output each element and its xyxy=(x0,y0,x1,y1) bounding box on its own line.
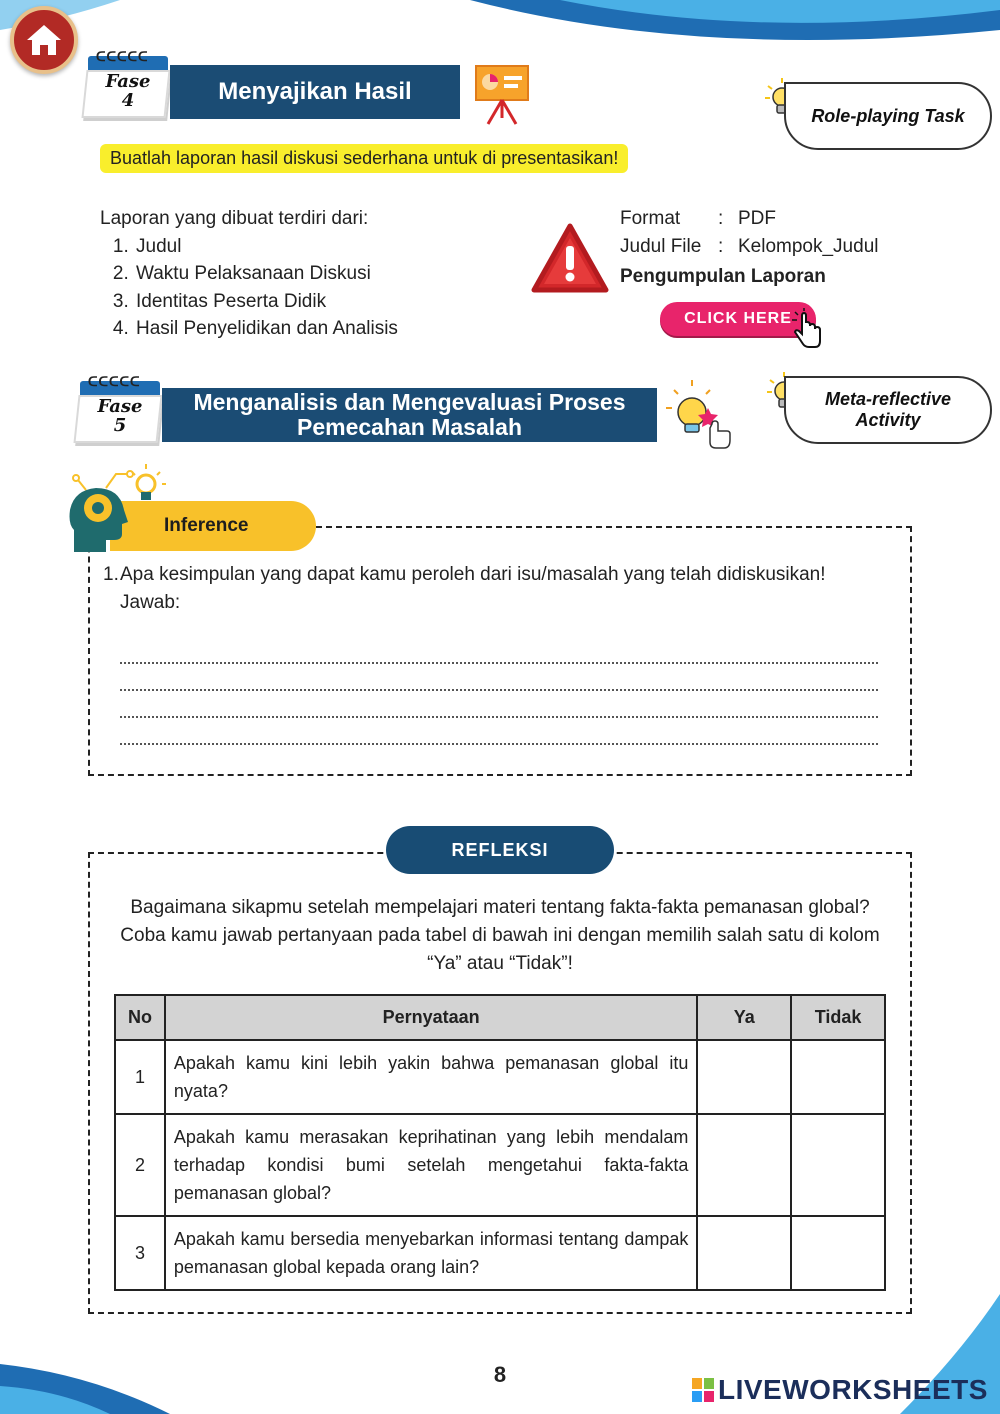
instruction-text: Buatlah laporan hasil diskusi sederhana untuk di presentasikan! xyxy=(110,148,619,168)
thinking-head-gears-icon xyxy=(66,460,176,554)
calendar-rings-icon: ᑕᑕᑕᑕᑕ xyxy=(96,50,149,65)
header-yes: Ya xyxy=(697,995,791,1040)
click-here-label: CLICK HERE xyxy=(684,310,792,327)
yes-cell[interactable] xyxy=(697,1040,791,1114)
home-icon xyxy=(25,23,63,57)
home-button[interactable] xyxy=(10,6,78,74)
fase5-title-line1: Menganalisis dan Mengevaluasi Proses xyxy=(193,389,626,415)
header-statement: Pernyataan xyxy=(165,995,698,1040)
fase5-calendar-label: Fase xyxy=(97,396,143,417)
answer-line-3[interactable] xyxy=(120,716,878,718)
table-header-row xyxy=(115,995,885,1040)
answer-line-4[interactable] xyxy=(120,743,878,745)
pointer-hand-icon xyxy=(790,308,824,350)
instruction-highlight xyxy=(100,144,628,173)
list-item: 1. Judul xyxy=(134,233,500,261)
calendar-rings-icon: ᑕᑕᑕᑕᑕ xyxy=(88,375,141,390)
liveworksheets-brand: LIVEWORKSHEETS xyxy=(718,1374,988,1405)
presentation-board-icon xyxy=(472,62,532,128)
row-number: 1 xyxy=(115,1040,165,1114)
inference-box-top-border xyxy=(316,526,912,528)
fase5-calendar-number: 5 xyxy=(113,415,127,436)
no-cell[interactable] xyxy=(791,1216,885,1290)
list-item: 2. Waktu Pelaksanaan Diskusi xyxy=(134,260,500,288)
fase4-title-banner xyxy=(170,65,460,119)
fase4-calendar-label: Fase xyxy=(105,71,151,92)
question-number: 1. xyxy=(103,564,119,585)
file-name-value: Kelompok_Judul xyxy=(738,235,879,257)
activity-label-line1: Meta-reflective xyxy=(824,389,952,409)
no-cell[interactable] xyxy=(791,1114,885,1216)
fase4-calendar-number: 4 xyxy=(121,90,135,111)
report-contents-list xyxy=(100,205,500,343)
table-row xyxy=(115,1114,885,1216)
fase5-calendar-badge xyxy=(70,375,162,447)
yes-cell[interactable] xyxy=(697,1216,791,1290)
row-number: 2 xyxy=(115,1114,165,1216)
warning-icon xyxy=(530,222,610,296)
role-playing-task-bubble xyxy=(784,82,992,150)
row-statement: Apakah kamu merasakan keprihatinan yang lebih mendalam terhadap kondisi bumi setelah mengetahui fakta-fakta pemanasan global? xyxy=(165,1114,698,1216)
yes-cell[interactable] xyxy=(697,1114,791,1216)
table-row xyxy=(115,1216,885,1290)
row-number: 3 xyxy=(115,1216,165,1290)
idea-touch-icon xyxy=(664,378,736,450)
answer-line-2[interactable] xyxy=(120,689,878,691)
refleksi-intro: Bagaimana sikapmu setelah mempelajari materi tentang fakta-fakta pemanasan global? Coba kamu jawab pertanyaan pada tabel di bawah ini dengan memilih salah satu di kolom “Ya” atau “Tidak”! xyxy=(120,897,880,974)
refleksi-heading xyxy=(386,826,614,874)
file-format-info xyxy=(620,205,980,291)
row-statement: Apakah kamu bersedia menyebarkan informasi tentang dampak pemanasan global kepada orang lain? xyxy=(165,1216,698,1290)
fase5-title-line2: Pemecahan Masalah xyxy=(296,414,522,440)
header-no: No xyxy=(115,995,165,1040)
liveworksheets-icon xyxy=(692,1378,714,1402)
submission-label: Pengumpulan Laporan xyxy=(620,266,826,287)
refleksi-table-wrapper xyxy=(114,994,886,1291)
liveworksheets-logo[interactable] xyxy=(692,1372,988,1408)
answer-label: Jawab: xyxy=(120,592,181,613)
refleksi-table xyxy=(114,994,886,1291)
list-item: 4. Hasil Penyelidikan dan Analisis xyxy=(134,315,500,343)
question-text: Apa kesimpulan yang dapat kamu peroleh dari isu/masalah yang telah didiskusikan! xyxy=(120,564,826,585)
answer-line-1[interactable] xyxy=(120,662,878,664)
activity-label-line2: Activity xyxy=(855,410,921,430)
list-item: 3. Identitas Peserta Didik xyxy=(134,288,500,316)
file-name-label: Judul File xyxy=(620,235,702,257)
role-playing-task-label: Role-playing Task xyxy=(811,105,965,126)
refleksi-heading-label: REFLEKSI xyxy=(451,839,549,860)
inference-question-block xyxy=(103,561,881,617)
meta-reflective-activity-bubble xyxy=(784,376,992,444)
format-label: Format xyxy=(620,208,681,229)
table-row xyxy=(115,1040,885,1114)
fase5-title-banner xyxy=(162,388,657,442)
row-statement: Apakah kamu kini lebih yakin bahwa pemanasan global itu nyata? xyxy=(165,1040,698,1114)
file-name-separator: : xyxy=(718,235,724,257)
no-cell[interactable] xyxy=(791,1040,885,1114)
fase4-calendar-badge xyxy=(78,50,170,122)
page-number: 8 xyxy=(493,1362,507,1387)
format-value: PDF xyxy=(738,208,776,229)
format-separator: : xyxy=(718,208,724,229)
header-no-answer: Tidak xyxy=(791,995,885,1040)
list-intro: Laporan yang dibuat terdiri dari: xyxy=(100,208,369,229)
fase4-title: Menyajikan Hasil xyxy=(218,78,412,105)
inference-tab-label: Inference xyxy=(164,515,249,536)
